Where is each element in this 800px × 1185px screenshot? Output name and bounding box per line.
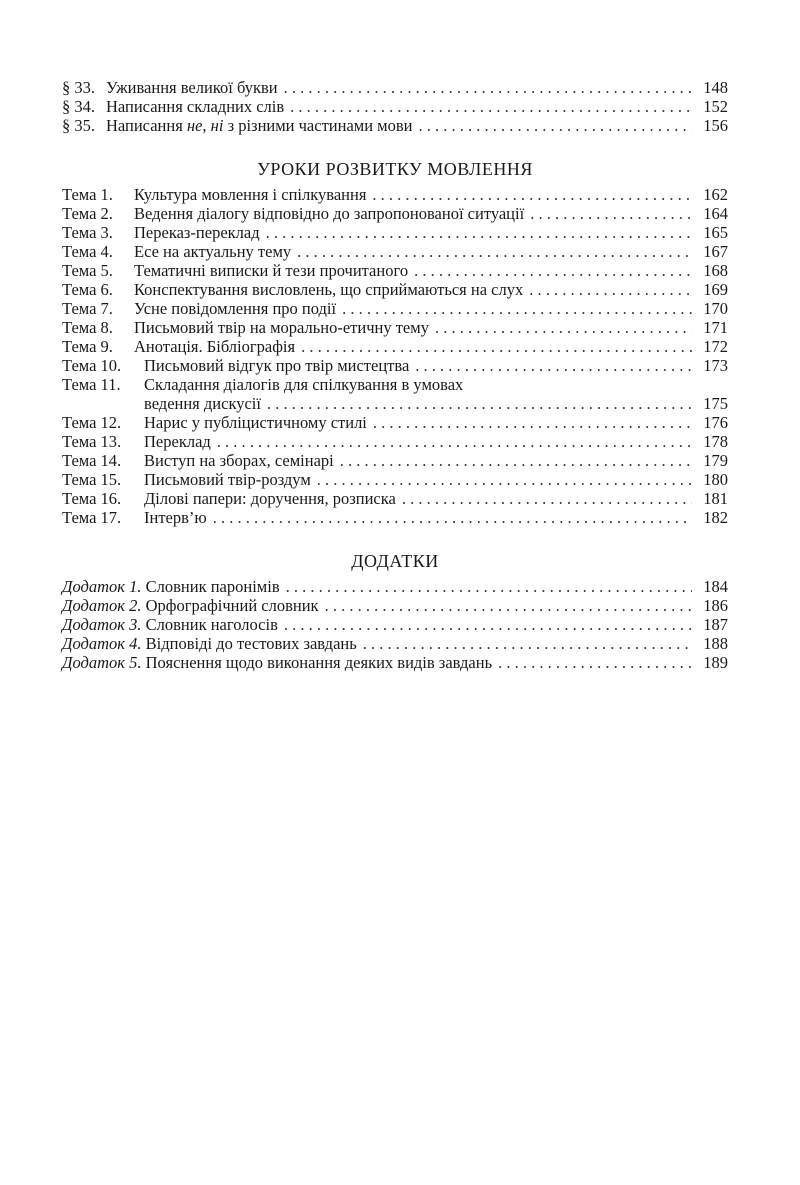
title-part: , — [202, 116, 211, 135]
toc-entry-tema-2[interactable] — [62, 204, 728, 223]
toc-entry-page: 173 — [703, 356, 728, 375]
toc-entry-tema-1[interactable] — [62, 185, 728, 204]
toc-entry-page: 167 — [703, 242, 728, 261]
toc-entry-prefix: Тема 4. — [62, 242, 113, 261]
toc-entry-title: Тематичні виписки й тези прочитаного — [134, 261, 409, 280]
toc-entry-prefix: Додаток 3. — [62, 615, 142, 634]
dot-leader — [415, 356, 692, 375]
toc-entry-prefix: Додаток 2. — [62, 596, 142, 615]
toc-entry-prefix: Тема 5. — [62, 261, 113, 280]
table-of-contents — [62, 78, 728, 672]
toc-entry-page: 180 — [703, 470, 728, 489]
toc-entry-dodatok-5[interactable] — [62, 653, 728, 672]
toc-entry-title: Переклад — [144, 432, 211, 451]
spacer — [62, 135, 728, 157]
toc-entry-tema-4[interactable] — [62, 242, 728, 261]
toc-entry-sec-35[interactable] — [62, 116, 728, 135]
dot-leader — [435, 318, 692, 337]
toc-entry-prefix: Тема 16. — [62, 489, 122, 508]
toc-entry-prefix: Тема 15. — [62, 470, 122, 489]
toc-entry-page: 165 — [703, 223, 728, 242]
toc-entry-prefix: § 33. — [62, 78, 95, 97]
dot-leader — [530, 204, 692, 223]
dot-leader — [286, 577, 692, 596]
toc-entry-dodatok-2[interactable] — [62, 596, 728, 615]
toc-entry-title: Письмовий твір на морально-етичну тему — [134, 318, 429, 337]
toc-entry-prefix: Додаток 4. — [62, 634, 142, 653]
toc-entry-prefix: Додаток 1. — [62, 577, 142, 596]
toc-entry-page: 152 — [703, 97, 728, 116]
toc-entry-tema-9[interactable] — [62, 337, 728, 356]
toc-entry-tema-13[interactable] — [62, 432, 728, 451]
toc-entry-title: Конспектування висловлень, що сприймаються на слух — [134, 280, 524, 299]
toc-entry-page: 189 — [703, 653, 728, 672]
toc-entry-sec-33[interactable] — [62, 78, 728, 97]
toc-entry-title: Орфографічний словник — [145, 596, 319, 615]
toc-entry-tema-10[interactable] — [62, 356, 728, 375]
toc-entry-tema-11-line2[interactable] — [62, 394, 728, 413]
toc-entry-page: 184 — [703, 577, 728, 596]
toc-entry-title-cont: ведення дискусії — [144, 394, 261, 413]
dot-leader — [284, 78, 692, 97]
dot-leader — [402, 489, 692, 508]
toc-entry-title: Виступ на зборах, семінарі — [144, 451, 334, 470]
dot-leader — [217, 432, 692, 451]
dot-leader — [284, 615, 692, 634]
toc-entry-prefix: Тема 14. — [62, 451, 122, 470]
toc-entry-prefix: Тема 17. — [62, 508, 122, 527]
toc-entry-title: Нарис у публіцистичному стилі — [144, 413, 367, 432]
dot-leader — [529, 280, 692, 299]
toc-entry-title: Анотація. Бібліографія — [134, 337, 296, 356]
toc-entry-page: 162 — [703, 185, 728, 204]
toc-entry-prefix: Тема 3. — [62, 223, 113, 242]
dot-leader — [297, 242, 692, 261]
toc-entry-title: Словник паронімів — [145, 577, 280, 596]
toc-entry-tema-11-line1[interactable] — [62, 375, 728, 394]
toc-entry-title: Пояснення щодо виконання деяких видів завдань — [145, 653, 493, 672]
toc-entry-page: 187 — [703, 615, 728, 634]
toc-entry-page: 169 — [703, 280, 728, 299]
toc-entry-title: Есе на актуальну тему — [134, 242, 292, 261]
toc-entry-title — [106, 116, 412, 135]
toc-entry-tema-12[interactable] — [62, 413, 728, 432]
dot-leader — [418, 116, 692, 135]
toc-entry-page: 164 — [703, 204, 728, 223]
toc-entry-page: 172 — [703, 337, 728, 356]
toc-entry-tema-14[interactable] — [62, 451, 728, 470]
dot-leader — [301, 337, 692, 356]
toc-entry-page: 168 — [703, 261, 728, 280]
title-part: Написання — [106, 116, 187, 135]
dot-leader — [342, 299, 692, 318]
toc-entry-page: 156 — [703, 116, 728, 135]
spacer — [62, 527, 728, 549]
toc-entry-prefix: Додаток 5. — [62, 653, 142, 672]
section-heading-speech: УРОКИ РОЗВИТКУ МОВЛЕННЯ — [257, 159, 533, 179]
toc-entry-title: Уживання великої букви — [106, 78, 278, 97]
toc-entry-title: Ділові папери: доручення, розписка — [144, 489, 396, 508]
toc-entry-page: 170 — [703, 299, 728, 318]
toc-entry-prefix: Тема 9. — [62, 337, 113, 356]
toc-entry-prefix: § 34. — [62, 97, 95, 116]
toc-entry-page: 179 — [703, 451, 728, 470]
toc-entry-title: Відповіді до тестових завдань — [145, 634, 357, 653]
dot-leader — [372, 185, 692, 204]
toc-entry-title: Складання діалогів для спілкування в умовах — [144, 375, 464, 394]
toc-entry-prefix: Тема 6. — [62, 280, 113, 299]
dot-leader — [213, 508, 692, 527]
toc-entry-prefix: Тема 11. — [62, 375, 121, 394]
toc-entry-title: Усне повідомлення про події — [134, 299, 337, 318]
toc-entry-tema-16[interactable] — [62, 489, 728, 508]
toc-entry-tema-8[interactable] — [62, 318, 728, 337]
toc-entry-page: 188 — [703, 634, 728, 653]
toc-entry-prefix: Тема 7. — [62, 299, 113, 318]
title-part: з різними частинами мови — [223, 116, 413, 135]
dot-leader — [267, 394, 692, 413]
toc-entry-page: 182 — [703, 508, 728, 527]
toc-entry-page: 171 — [703, 318, 728, 337]
toc-entry-title: Написання складних слів — [106, 97, 285, 116]
dot-leader — [373, 413, 692, 432]
toc-entry-dodatok-4[interactable] — [62, 634, 728, 653]
toc-entry-tema-17[interactable] — [62, 508, 728, 527]
dot-leader — [414, 261, 692, 280]
dot-leader — [290, 97, 692, 116]
toc-entry-tema-5[interactable] — [62, 261, 728, 280]
toc-entry-title: Інтерв’ю — [144, 508, 207, 527]
toc-entry-dodatok-1[interactable] — [62, 577, 728, 596]
toc-entry-dodatok-3[interactable] — [62, 615, 728, 634]
toc-entry-page: 186 — [703, 596, 728, 615]
toc-entry-title: Переказ-переклад — [134, 223, 260, 242]
toc-entry-title: Культура мовлення і спілкування — [134, 185, 367, 204]
dot-leader — [325, 596, 692, 615]
toc-entry-title: Письмовий відгук про твір мистецтва — [144, 356, 410, 375]
dot-leader — [498, 653, 692, 672]
toc-entry-title: Ведення діалогу відповідно до запропонованої ситуації — [134, 204, 525, 223]
toc-entry-page: 176 — [703, 413, 728, 432]
toc-entry-prefix: Тема 1. — [62, 185, 113, 204]
toc-entry-page: 175 — [703, 394, 728, 413]
toc-entry-prefix: Тема 8. — [62, 318, 113, 337]
toc-entry-tema-6[interactable] — [62, 280, 728, 299]
toc-entry-prefix: Тема 13. — [62, 432, 122, 451]
toc-entry-prefix: Тема 2. — [62, 204, 113, 223]
title-part-italic: не — [186, 116, 203, 135]
toc-entry-title: Словник наголосів — [145, 615, 278, 634]
dot-leader — [266, 223, 692, 242]
toc-entry-tema-15[interactable] — [62, 470, 728, 489]
toc-entry-page: 181 — [703, 489, 728, 508]
toc-entry-tema-7[interactable] — [62, 299, 728, 318]
section-heading-appendix: ДОДАТКИ — [351, 551, 439, 571]
toc-entry-sec-34[interactable] — [62, 97, 728, 116]
title-part-italic: ні — [210, 116, 224, 135]
dot-leader — [317, 470, 692, 489]
toc-entry-prefix: § 35. — [62, 116, 95, 135]
dot-leader — [340, 451, 692, 470]
dot-leader — [363, 634, 692, 653]
toc-entry-prefix: Тема 12. — [62, 413, 122, 432]
toc-entry-prefix: Тема 10. — [62, 356, 122, 375]
toc-entry-page: 148 — [703, 78, 728, 97]
toc-entry-title: Письмовий твір-роздум — [144, 470, 311, 489]
toc-entry-tema-3[interactable] — [62, 223, 728, 242]
toc-entry-page: 178 — [703, 432, 728, 451]
